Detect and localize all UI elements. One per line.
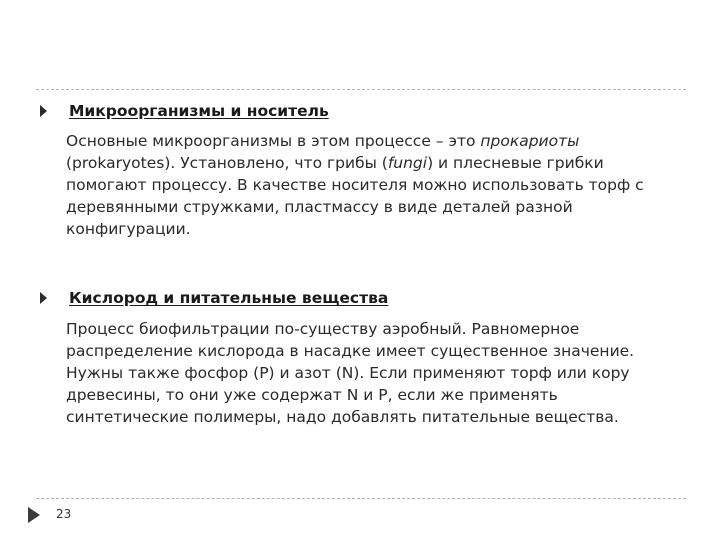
paragraph-italic-term: fungi bbox=[387, 154, 428, 172]
section-paragraph-microorganisms bbox=[66, 130, 666, 240]
bullet-arrow-icon bbox=[40, 292, 47, 304]
paragraph-text: ) и плесневые грибки помогают процессу. В качестве носителя можно использовать торф с деревянными стружками, пластмассу в виде деталей разной конфигурации. bbox=[66, 154, 644, 238]
top-divider bbox=[36, 89, 686, 90]
page-number: 23 bbox=[56, 507, 72, 521]
section-paragraph-oxygen: Процесс биофильтрации по-существу аэробный. Равномерное распределение кислорода в насадке имеет существенное значение. Нужны также фосфор (P) и азот (N). Если применяют торф или кору древесины, то они уже содержат N и P, если же применять синтетические полимеры, надо добавлять питательные вещества. bbox=[66, 320, 635, 426]
section-heading-microorganisms: Микроорганизмы и носитель bbox=[69, 102, 329, 120]
bullet-arrow-icon bbox=[40, 105, 47, 117]
paragraph-text: Основные микроорганизмы в этом процессе – это bbox=[66, 132, 481, 150]
bottom-divider bbox=[36, 498, 686, 499]
section-heading-oxygen: Кислород и питательные вещества bbox=[69, 289, 389, 307]
paragraph-italic-term: прокариоты bbox=[480, 132, 580, 150]
footer-arrow-icon bbox=[28, 507, 40, 523]
paragraph-text: (prokaryotes). Установлено, что грибы ( bbox=[66, 154, 388, 172]
